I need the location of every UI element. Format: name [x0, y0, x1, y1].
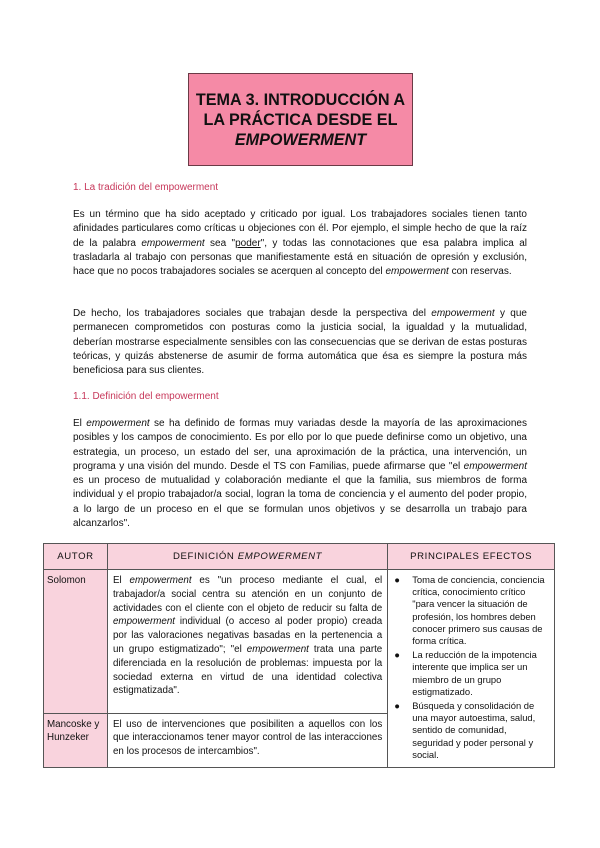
list-item: ● Toma de conciencia, conciencia crítica, conocimiento crítico "para vencer la situación de profesión, los hombres deben conocer primero sus causas de forma crítica. [394, 574, 545, 647]
section-heading-tradicion: 1. La tradición del empowerment [73, 182, 219, 193]
header-definition: DEFINICIÓN EMPOWERMENT [107, 544, 387, 570]
title-line-1: TEMA 3. INTRODUCCIÓN A [195, 90, 406, 109]
bullet-icon: ● [394, 574, 400, 585]
bullet-icon: ● [394, 700, 400, 712]
title-line-3: EMPOWERMENT [234, 130, 367, 149]
list-item: ● La reducción de la impotencia interente que implica ser un miembro de un grupo estigmatizado. [394, 649, 537, 697]
author-cell: Mancoske y Hunzeker [44, 713, 108, 767]
definition-cell: El uso de intervenciones que posibiliten a aquellos con los que interaccionamos tener mayor control de las interacciones en los procesos de intercambios". [107, 713, 387, 767]
paragraph-definicion: El empowerment se ha definido de formas muy variadas desde la mayoría de las aproximaciones posibles y los campos de conocimiento. Es por ello por lo que puede definirse como un objetivo, una estrategia, un proceso, un estado del ser, una aproximación de la práctica, una intervención, un programa y una visión del mundo. Desde el TS con Familias, puede afirmarse que "el empowerment es un proceso de mutualidad y colaboración mediante el que la familia, sus miembros de forma individual y el propio trabajador/a social, logran la toma de conciencia y el aumento del poder propio, a lo largo de un proceso en el que se formulan unos objetivos y se desarrolla un trabajo para alcanzarlos". [73, 418, 527, 530]
table-header-row [44, 544, 555, 570]
header-effects: PRINCIPALES EFECTOS [388, 544, 555, 570]
header-author: AUTOR [44, 544, 108, 570]
definitions-table [43, 543, 555, 768]
paragraph-tradicion-1: Es un término que ha sido aceptado y criticado por igual. Los trabajadores sociales tienen tanto afinidades particulares como críticas u objeciones con él. Por ejemplo, el simple hecho de que la raíz de la palabra empowerment sea "poder", y todas las connotaciones que esa palabra implica al trasladarla al trabajo con personas que manifiestamente está en situación de opresión y exclusión, hace que no pocos trabajadores sociales se acerquen al concepto del empowerment con reservas. [73, 209, 528, 278]
paragraph-tradicion-2: De hecho, los trabajadores sociales que trabajan desde la perspectiva del empowerment y que permanecen comprometidos con posturas como la justicia social, la igualdad y la mutualidad, deberían mostrarse especialmente sensibles con las consecuencias que se derivan de estas posturas teóricas, y quizás abstenerse de asumir de forma automática que ésa es siempre la postura más beneficiosa para sus clientes. [73, 308, 527, 377]
bullet-icon: ● [394, 649, 400, 661]
section-heading-definicion: 1.1. Definición del empowerment [73, 391, 219, 402]
effects-cell [388, 570, 555, 768]
definition-cell: El empowerment es "un proceso mediante el cual, el trabajador/a social centra su atención en un conjunto de actividades con el cliente con el objeto de reducir su falta de empowerment individual (o acceso al poder propio) creada por las valoraciones negativas basadas en la pertenencia a un grupo estigmatizado"; "el empowerment trata una parte diferenciada en la resolución de problemas: impuesta por la sociedad externa en virtud de una identidad colectiva estigmatizada". [107, 570, 387, 714]
list-item: ● Búsqueda y consolidación de una mayor autoestima, salud, sentido de comunidad, seguridad y poder personal y social. [394, 700, 536, 760]
table-row [44, 570, 555, 714]
title-line-2: LA PRÁCTICA DESDE EL [203, 110, 398, 129]
author-cell: Solomon [44, 570, 108, 714]
document-title-box [188, 73, 413, 166]
effects-list [392, 574, 548, 761]
